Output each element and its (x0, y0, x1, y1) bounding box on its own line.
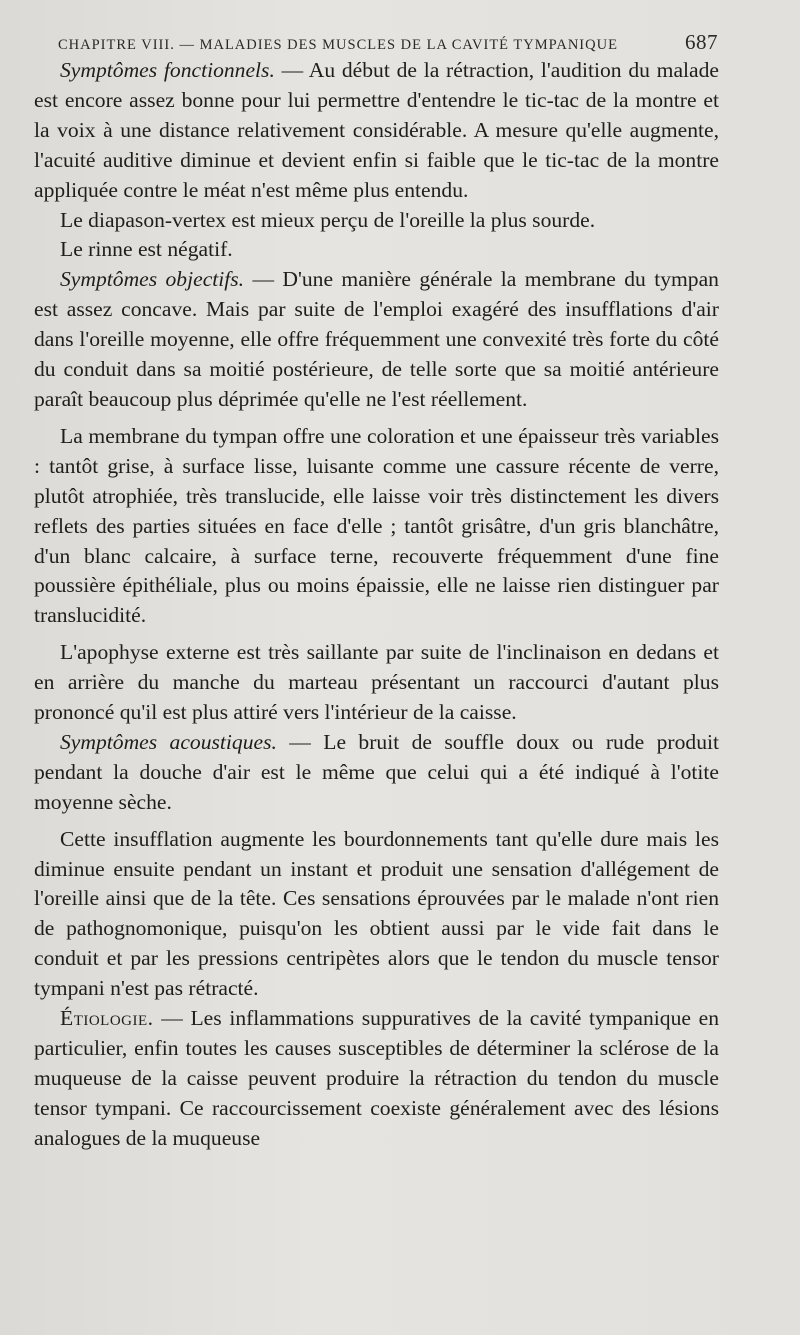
paragraph-symptomes-acoustiques: Symptômes acoustiques. — Le bruit de souffle doux ou rude produit pendant la douche d'air est le même que celui qui a été indiqué à l'otite moyenne sèche. (34, 729, 719, 814)
section-lead: Symptômes objectifs. (60, 267, 245, 292)
paragraph-rinne: Le rinne est négatif. (60, 237, 233, 262)
section-lead: Symptômes fonctionnels. (60, 58, 275, 82)
page-number: 687 (685, 30, 718, 54)
paragraph-apophyse: L'apophyse externe est très saillante par suite de l'inclinaison en dedans et en arrière du manche du marteau présentant un raccourci d'autant plus prononcé qu'il est plus attiré vers l'intérieur de la caisse. (34, 640, 719, 725)
paragraph-symptomes-objectifs: Symptômes objectifs. — D'une manière générale la membrane du tympan est assez concave. Mais par suite de l'emploi exagéré des insufflations d'air dans l'oreille moyenne, elle offre fréquemment une convexité très forte du côté du conduit dans sa moitié postérieure, de telle sorte que sa moitié antérieure paraît beaucoup plus déprimée qu'elle ne l'est réellement. (34, 267, 719, 411)
body-text (34, 56, 719, 1154)
paragraph-etiologie: Étiologie. — Les inflammations suppuratives de la cavité tympanique en particulier, enfin toutes les causes susceptibles de déterminer la sclérose de la muqueuse de la caisse peuvent produire la rétraction du tendon du muscle tensor tympani. Ce raccourcissement coexiste généralement avec des lésions analogues de la muqueuse (34, 1006, 719, 1150)
running-header (58, 30, 718, 55)
paragraph-insufflation: Cette insufflation augmente les bourdonnements tant qu'elle dure mais les diminue ensuite pendant un instant et produit une sensation d'allégement de l'oreille ainsi que de la tête. Ces sensations éprouvées par le malade n'ont rien de pathognomonique, puisqu'on les obtient aussi par le vide fait dans le conduit et par les pressions centripètes alors que le tendon du muscle tensor tympani n'est pas rétracté. (34, 826, 719, 1001)
paragraph-membrane: La membrane du tympan offre une coloration et une épaisseur très variables : tantôt grise, à surface lisse, luisante comme une cassure récente de verre, plutôt atrophiée, très translucide, elle laisse voir très distinctement les divers reflets des parties situées en face d'elle ; tantôt grisâtre, d'un gris blanchâtre, d'un blanc calcaire, à surface terne, recouverte fréquemment d'une fine poussière épithéliale, plus ou moins épaissie, elle ne laisse rien distinguer par translucidité. (34, 423, 719, 628)
paragraph-diapason: Le diapason-vertex est mieux perçu de l'oreille la plus sourde. (60, 207, 596, 232)
section-lead: Étiologie. (60, 1006, 154, 1031)
running-title: CHAPITRE VIII. — MALADIES DES MUSCLES DE LA CAVITÉ TYMPANIQUE (58, 37, 618, 53)
section-lead: Symptômes acoustiques. (60, 729, 277, 754)
paragraph-symptomes-fonctionnels: Symptômes fonctionnels. — Au début de la rétraction, l'audition du malade est encore assez bonne pour lui permettre d'entendre le tic-tac de la montre et la voix à une distance relativement considérable. A mesure qu'elle augmente, l'acuité auditive diminue et devient enfin si faible que le tic-tac de la montre appliquée contre le méat n'est même plus entendu. (34, 58, 719, 202)
